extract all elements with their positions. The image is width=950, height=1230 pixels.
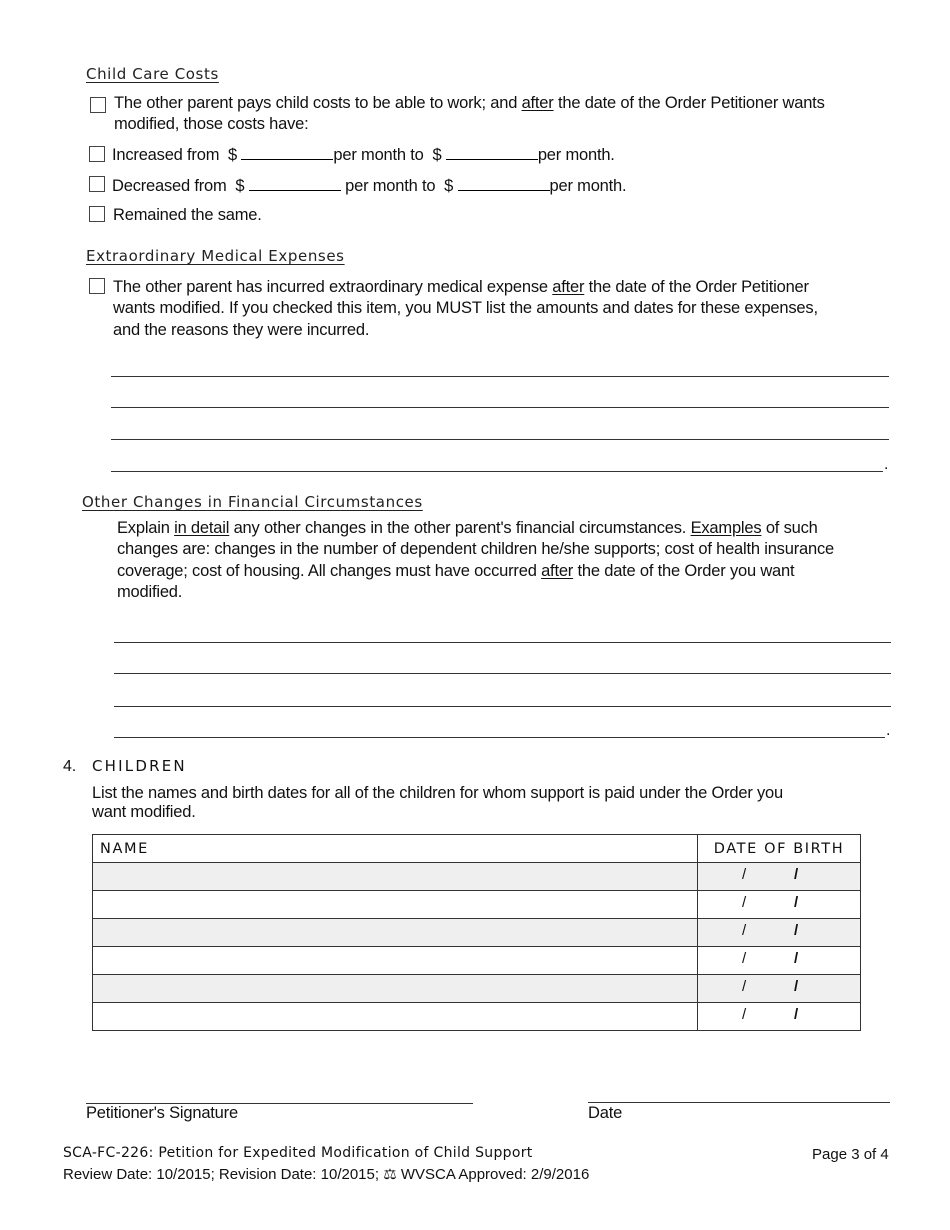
table-row [93, 891, 861, 919]
name-column-header: NAME [93, 835, 698, 863]
review-line: Review Date: 10/2015; Revision Date: 10/2015; ⚖ WVSCA Approved: 2/9/2016 [63, 1165, 590, 1183]
decreased-checkbox[interactable] [89, 176, 105, 192]
petitioner-signature-label: Petitioner's Signature [86, 1104, 238, 1122]
medical-line1: The other parent has incurred extraordinary medical expense after the date of the Order Petitioner [113, 278, 809, 296]
child-dob-cell[interactable]: / / [698, 919, 861, 947]
table-row [93, 947, 861, 975]
children-instruction-line2: want modified. [92, 803, 196, 821]
other-changes-answer-line[interactable] [114, 642, 891, 643]
decreased-from-amount-field[interactable] [249, 176, 341, 191]
child-dob-cell[interactable]: / / [698, 975, 861, 1003]
medical-answer-line[interactable] [111, 407, 889, 408]
child-care-intro-line2: modified, those costs have: [114, 115, 309, 133]
children-instruction-line1: List the names and birth dates for all of the children for whom support is paid under the Order you [92, 784, 784, 802]
medical-line2: wants modified. If you checked this item, you MUST list the amounts and dates for these expenses, [113, 299, 818, 317]
child-care-intro-line1: The other parent pays child costs to be able to work; and after the date of the Order Petitioner wants [114, 94, 825, 112]
increased-checkbox[interactable] [89, 146, 105, 162]
child-name-cell[interactable] [93, 863, 698, 891]
child-dob-cell[interactable]: / / [698, 863, 861, 891]
remained-same-checkbox[interactable] [89, 206, 105, 222]
other-changes-line3: coverage; cost of housing. All changes must have occurred after the date of the Order you want [117, 562, 795, 580]
table-row [93, 975, 861, 1003]
other-changes-answer-line[interactable] [114, 737, 885, 738]
child-name-cell[interactable] [93, 919, 698, 947]
form-title: SCA-FC-226: Petition for Expedited Modification of Child Support [63, 1145, 533, 1161]
scales-icon: ⚖ [383, 1165, 397, 1183]
dob-column-header: DATE OF BIRTH [698, 835, 861, 863]
other-changes-heading: Other Changes in Financial Circumstances [82, 493, 423, 511]
child-dob-cell[interactable]: / / [698, 891, 861, 919]
child-name-cell[interactable] [93, 1003, 698, 1031]
table-row [93, 1003, 861, 1031]
page-number: Page 3 of 4 [812, 1146, 889, 1163]
table-row [93, 863, 861, 891]
children-table [92, 834, 861, 1031]
child-care-heading: Child Care Costs [86, 65, 219, 83]
section-number: 4. [63, 758, 76, 775]
remained-same-label: Remained the same. [113, 206, 262, 224]
child-name-cell[interactable] [93, 891, 698, 919]
medical-end-period: . [884, 456, 889, 473]
medical-line3: and the reasons they were incurred. [113, 321, 370, 339]
increased-to-amount-field[interactable] [446, 145, 538, 160]
other-changes-line2: changes are: changes in the number of dependent children he/she supports; cost of health insurance [117, 540, 834, 558]
other-changes-end-period: . [886, 722, 891, 739]
increased-from-amount-field[interactable] [241, 145, 333, 160]
date-label: Date [588, 1104, 623, 1122]
decreased-to-amount-field[interactable] [458, 176, 550, 191]
medical-answer-line[interactable] [111, 439, 889, 440]
child-name-cell[interactable] [93, 975, 698, 1003]
children-heading: CHILDREN [92, 757, 187, 775]
decreased-row: Decreased from $ per month to $ per month. [112, 177, 627, 195]
child-dob-cell[interactable]: / / [698, 947, 861, 975]
medical-answer-line[interactable] [111, 376, 889, 377]
medical-heading: Extraordinary Medical Expenses [86, 247, 345, 265]
other-changes-line1: Explain in detail any other changes in the other parent's financial circumstances. Examples of such [117, 519, 818, 537]
child-dob-cell[interactable]: / / [698, 1003, 861, 1031]
medical-expense-checkbox[interactable] [89, 278, 105, 294]
child-care-other-parent-checkbox[interactable] [90, 97, 106, 113]
children-table-header [93, 835, 861, 863]
child-name-cell[interactable] [93, 947, 698, 975]
table-row [93, 919, 861, 947]
other-changes-answer-line[interactable] [114, 706, 891, 707]
other-changes-answer-line[interactable] [114, 673, 891, 674]
date-line[interactable] [588, 1102, 890, 1103]
medical-answer-line[interactable] [111, 471, 883, 472]
increased-row: Increased from $ per month to $ per month. [112, 146, 615, 164]
other-changes-line4: modified. [117, 583, 183, 601]
